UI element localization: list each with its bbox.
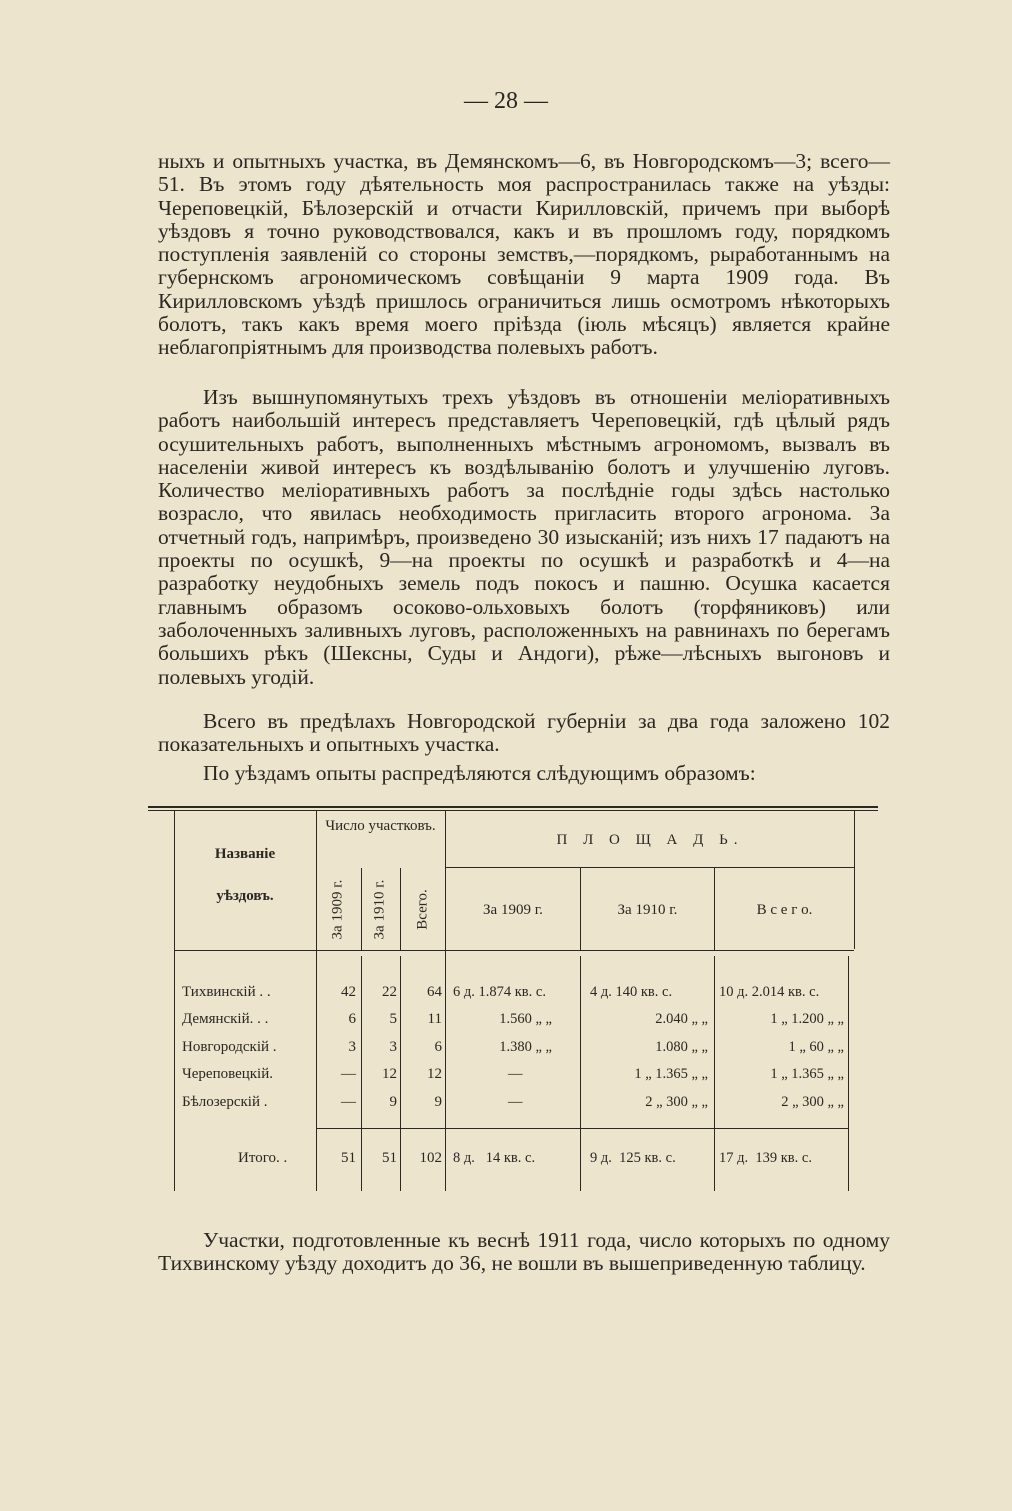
table-row-count-1910: 3 (389, 1039, 397, 1055)
paragraph-1 (158, 150, 890, 360)
table-total-name: Итого. . (238, 1150, 288, 1166)
table-total-count-total: 102 (419, 1150, 442, 1166)
paragraph-3 (158, 710, 890, 757)
table-row-count-1910: 5 (389, 1011, 397, 1027)
table-row-area-1909: 1.560 „ „ (499, 1011, 552, 1027)
table-row-name: Новгородскій . (182, 1039, 277, 1055)
table-row-area-1910: 2 „ 300 „ „ (645, 1094, 708, 1110)
table-row-name: Тихвинскій . . (182, 984, 271, 1000)
table-row-name: Демянскій. . . (182, 1011, 269, 1027)
table-row-area-1910: 1 „ 1.365 „ „ (634, 1066, 708, 1082)
paragraph-2-text: Изъ вышнупомянутыхъ трехъ уѣздовъ въ отношеніи меліоративныхъ работъ наибольшій интересъ представляетъ Череповецкій, гдѣ цѣлый рядъ осушительныхъ работъ, выполненныхъ мѣстнымъ агрономомъ, вызвалъ въ населеніи живой интересъ къ воздѣлыванію болотъ и улучшенію луговъ. Количество меліоративныхъ работъ за послѣдніе годы здѣсь настолько возрасло, что явилась необходимость пригласить второго агронома. За отчетный годъ, напримѣръ, произведено 30 изысканій; изъ нихъ 17 падаютъ на проекты по осушкѣ, 9—на проекты по осушкѣ и разработкѣ и 4—на разработку неудобныхъ земель подъ покосъ и пашню. Осушка касается главнымъ образомъ осоково-ольховыхъ болотъ (торфяниковъ) или заболоченныхъ заливныхъ луговъ, расположенныхъ на равнинахъ по берегамъ большихъ рѣкъ (Шексны, Суды и Андоги), рѣже—лѣсныхъ выгоновъ и полевыхъ угодій. (158, 385, 890, 689)
paragraph-1-text: ныхъ и опытныхъ участка, въ Демянскомъ—6, въ Новгородскомъ—3; всего—51. Въ этомъ году дѣятельность моя распространилась также на уѣзды: Череповецкій, Бѣлозерскій и отчасти Кирилловскій, причемъ при выборѣ уѣздовъ я точно руководствовался, какъ и въ прошломъ году, порядкомъ поступленія заявленій со стороны земствъ,—порядкомъ, рыработаннымъ на губернскомъ агрономическомъ совѣщаніи 9 марта 1909 года. Въ Кирилловскомъ уѣздѣ пришлось ограничиться лишь осмотромъ нѣкоторыхъ болотъ, такъ какъ время моего пріѣзда (іюль мѣсяцъ) является крайне неблагопріятнымъ для производства полевыхъ работъ. (158, 149, 890, 360)
header-count-1909: За 1909 г. (329, 879, 346, 940)
header-count-total: Всего. (414, 889, 431, 930)
header-area-1909: За 1909 г. (483, 902, 543, 918)
table-row-count-1910: 12 (382, 1066, 397, 1082)
districts-table (148, 806, 878, 1196)
header-count-1910: За 1910 г. (371, 879, 388, 940)
table-row-area-1910: 1.080 „ „ (655, 1039, 708, 1055)
page-number: — 28 — (464, 88, 548, 114)
table-row-area-1910: 2.040 „ „ (655, 1011, 708, 1027)
table-row-area-total: 1 „ 1.200 „ „ (770, 1011, 844, 1027)
table-total-count-1909: 51 (341, 1150, 356, 1166)
table-total-area-total: 17 д. 139 кв. с. (719, 1150, 812, 1166)
paragraph-4-text: По уѣздамъ опыты распредѣляются слѣдующимъ образомъ: (203, 761, 756, 785)
header-area-total: В с е г о. (756, 902, 813, 918)
table-row-area-total: 1 „ 60 „ „ (788, 1039, 844, 1055)
table-row-count-1909: 3 (348, 1039, 356, 1055)
header-area-1910: За 1910 г. (617, 902, 678, 918)
table-total-count-1910: 51 (382, 1150, 397, 1166)
table-row-name: Бѣлозерскій . (182, 1094, 268, 1110)
table-total-area-1909: 8 д. 14 кв. с. (453, 1150, 536, 1166)
paragraph-5-text: Участки, подготовленные къ веснѣ 1911 года, число которыхъ по одному Тихвинскому уѣзду доходитъ до 36, не вошли въ вышеприведенную таблицу. (158, 1228, 890, 1276)
paragraph-2 (158, 386, 890, 689)
table-row-count-total: 12 (427, 1066, 442, 1082)
table-row-count-1910: 9 (389, 1094, 397, 1110)
header-name-line2: уѣздовъ. (216, 888, 274, 904)
table-row-name: Череповецкій. (182, 1066, 274, 1082)
table-row-count-total: 11 (427, 1011, 442, 1027)
table-row-area-1909: — (508, 1094, 523, 1110)
table-total-area-1910: 9 д. 125 кв. с. (590, 1150, 676, 1166)
table-row-area-1909: — (508, 1066, 523, 1082)
table-row-count-total: 9 (434, 1094, 442, 1110)
header-area-group: П Л О Щ А Д Ь. (556, 832, 744, 848)
table-row-count-1909: 42 (341, 984, 356, 1000)
table-row-area-total: 1 „ 1.365 „ „ (770, 1066, 844, 1082)
table-row-area-1909: 1.380 „ „ (499, 1039, 552, 1055)
table-row-count-1909: — (341, 1066, 356, 1082)
table-row-area-1909: 6 д. 1.874 кв. с. (453, 984, 546, 1000)
header-count-group: Число участковъ. (325, 818, 436, 834)
paragraph-3-text: Всего въ предѣлахъ Новгородской губерніи за два года заложено 102 показательныхъ и опытныхъ участка. (158, 709, 890, 757)
table-row-area-1910: 4 д. 140 кв. с. (590, 984, 673, 1000)
table-row-count-total: 64 (427, 984, 442, 1000)
header-name-line1: Названіе (214, 846, 276, 862)
table-row-area-total: 2 „ 300 „ „ (781, 1094, 844, 1110)
table-row-count-1909: — (341, 1094, 356, 1110)
paragraph-5 (158, 1229, 890, 1276)
table-row-area-total: 10 д. 2.014 кв. с. (719, 984, 820, 1000)
table-row-count-1910: 22 (382, 984, 397, 1000)
paragraph-4 (158, 762, 890, 785)
table-row-count-1909: 6 (348, 1011, 356, 1027)
table-row-count-total: 6 (434, 1039, 442, 1055)
